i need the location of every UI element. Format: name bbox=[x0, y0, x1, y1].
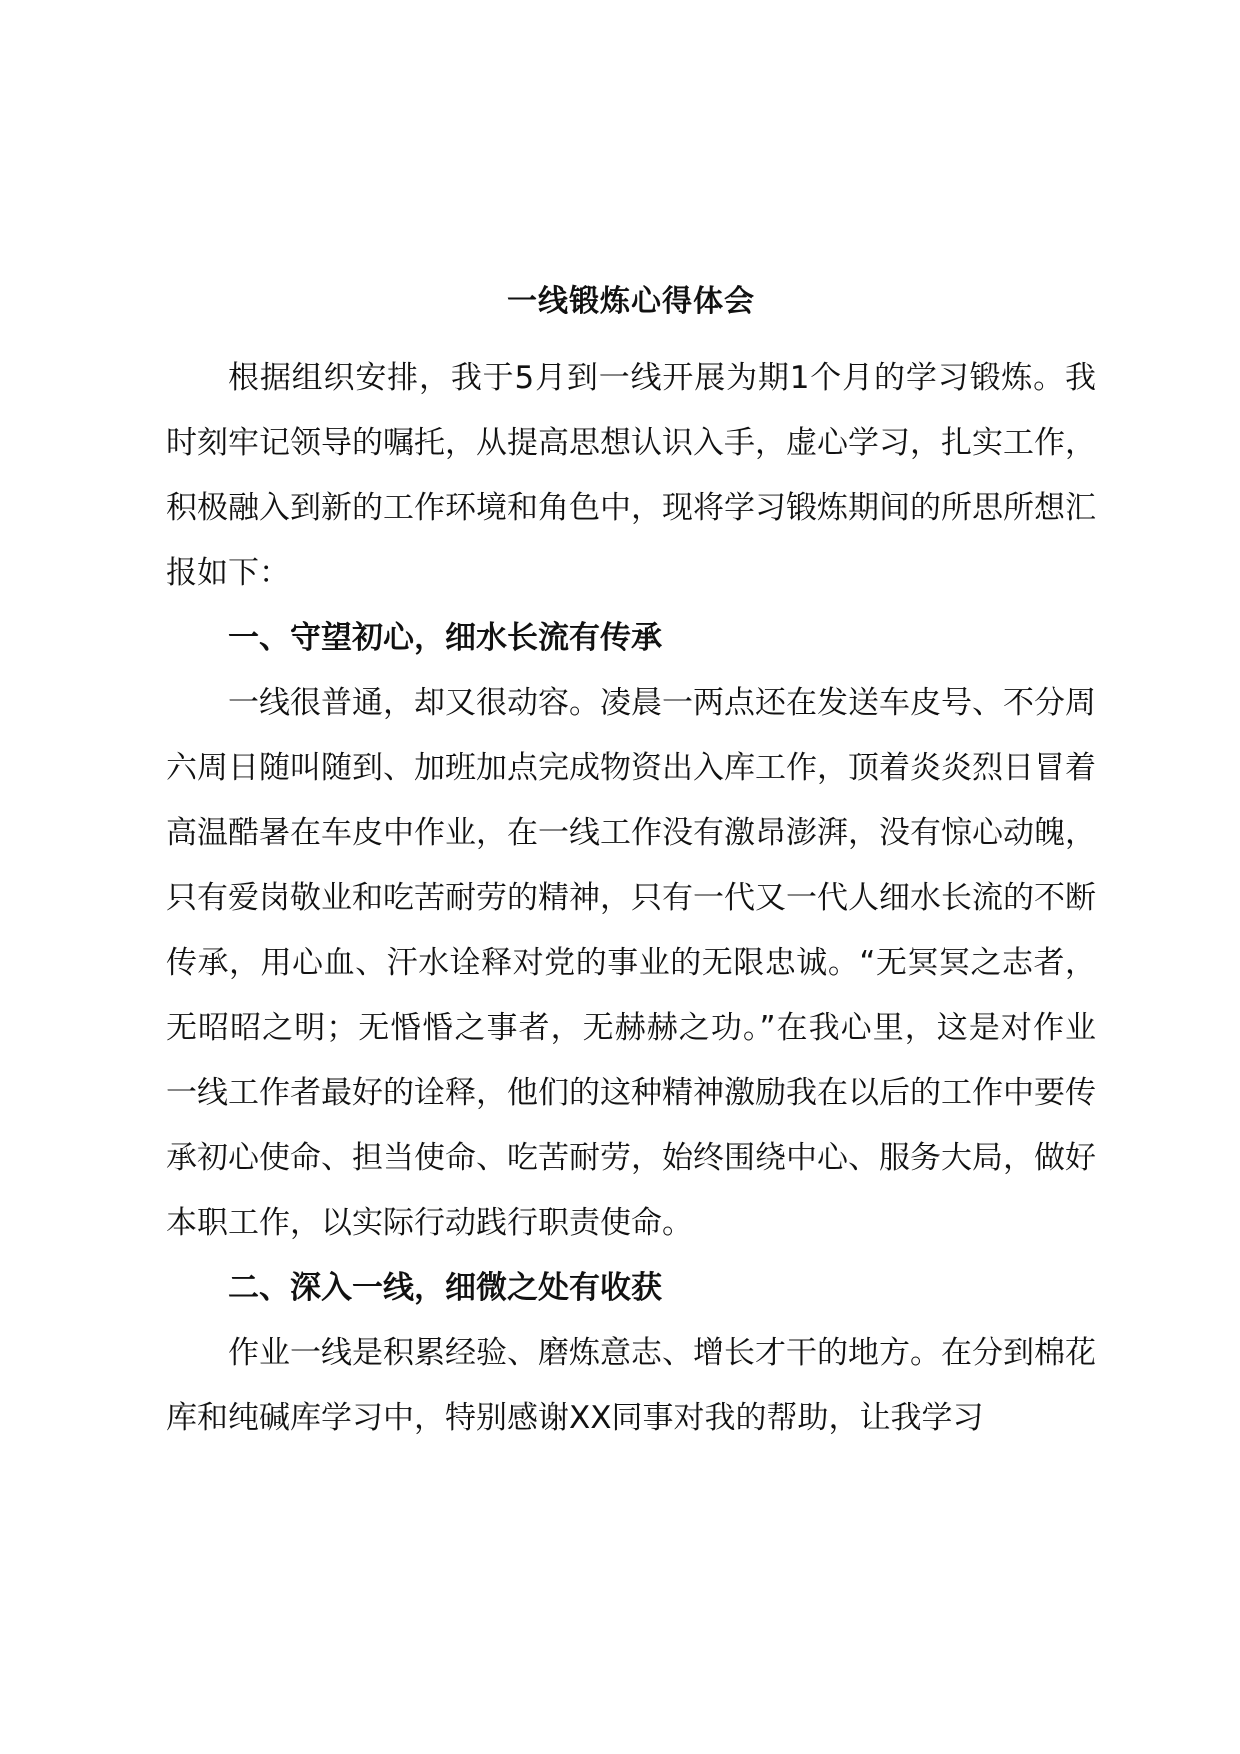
document-content bbox=[166, 268, 1096, 1451]
document-title: 一线锻炼心得体会 bbox=[507, 284, 755, 319]
section-heading-1: 一、守望初心，细水长流有传承 bbox=[228, 620, 662, 656]
title-spacer bbox=[166, 336, 1096, 346]
section-heading-2: 二、深入一线，细微之处有收获 bbox=[228, 1270, 662, 1306]
intro-paragraph: 根据组织安排，我于5月到一线开展为期1个月的学习锻炼。我时刻牢记领导的嘱托，从提高思想认识入手，虚心学习，扎实工作，积极融入到新的工作环境和角色中，现将学习锻炼期间的所思所想汇报如下： bbox=[166, 360, 1096, 591]
section-paragraph-2: 作业一线是积累经验、磨炼意志、增长才干的地方。在分到棉花库和纯碱库学习中，特别感谢XX同事对我的帮助，让我学习 bbox=[166, 1335, 1096, 1436]
section-paragraph-1: 一线很普通，却又很动容。凌晨一两点还在发送车皮号、不分周六周日随叫随到、加班加点完成物资出入库工作，顶着炎炎烈日冒着高温酷暑在车皮中作业，在一线工作没有激昂澎湃，没有惊心动魄，只有爱岗敬业和吃苦耐劳的精神，只有一代又一代人细水长流的不断传承，用心血、汗水诠释对党的事业的无限忠诚。“无冥冥之志者，无昭昭之明；无惛惛之事者，无赫赫之功。”在我心里，这是对作业一线工作者最好的诠释，他们的这种精神激励我在以后的工作中要传承初心使命、担当使命、吃苦耐劳，始终围绕中心、服务大局，做好本职工作，以实际行动践行职责使命。 bbox=[166, 685, 1096, 1241]
